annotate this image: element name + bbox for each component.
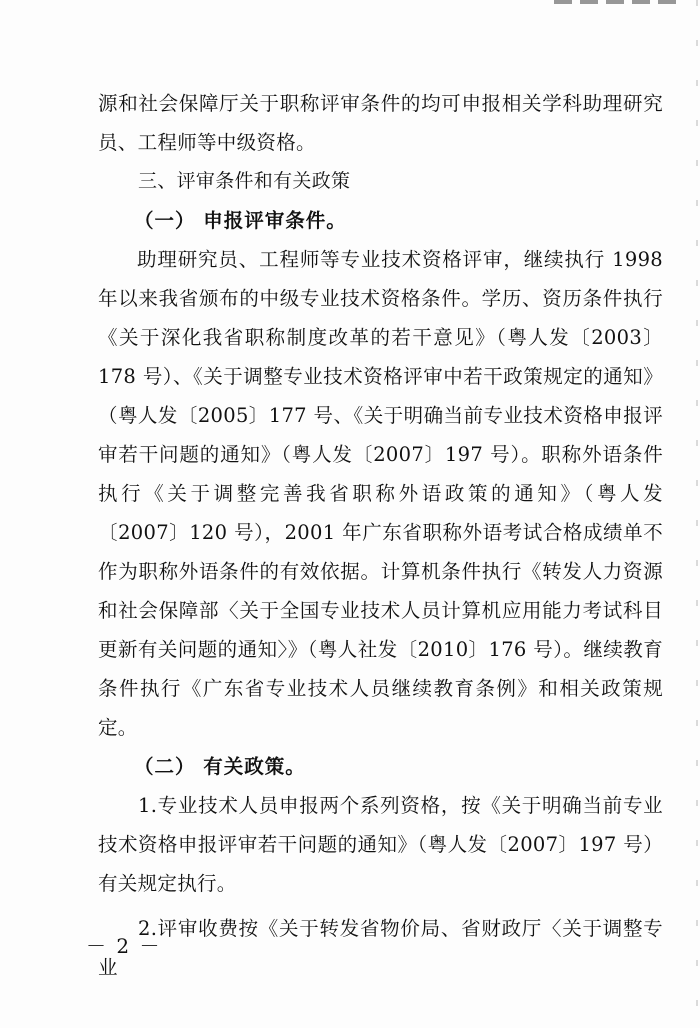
paragraph-policy-2: 2.评审收费按《关于转发省物价局、省财政厅〈关于调整专业: [98, 917, 663, 979]
paragraph-policy-1: 1.专业技术人员申报两个系列资格，按《关于明确当前专业技术资格申报评审若干问题的通知》（粤人发〔2007〕197 号）有关规定执行。: [98, 794, 663, 895]
page-number: － 2 －: [86, 934, 162, 958]
scan-artifact: [554, 0, 684, 4]
subsection-heading-1: （一） 申报评审条件。: [134, 209, 347, 232]
section-heading: 三、评审条件和有关政策: [138, 170, 351, 192]
scan-edge-artifact: [696, 0, 698, 1028]
subsection-heading-2: （二） 有关政策。: [134, 755, 306, 778]
document-body: [98, 84, 663, 987]
paragraph-conditions: 助理研究员、工程师等专业技术资格评审，继续执行 1998 年以来我省颁布的中级专业技术资格条件。学历、资历条件执行《关于深化我省职称制度改革的若干意见》（粤人发〔2003〕178 号）、《关于调整专业技术资格评审中若干政策规定的通知》（粤人发〔2005〕177 号、《关于明确当前专业技术资格申报评审若干问题的通知》（粤人发〔2007〕197 号）。职称外语条件执行《关于调整完善我省职称外语政策的通知》（粤人发〔2007〕120 号），2001 年广东省职称外语考试合格成绩单不作为职称外语条件的有效依据。计算机条件执行《转发人力资源和社会保障部〈关于全国专业技术人员计算机应用能力考试科目更新有关问题的通知〉》（粤人社发〔2010〕176 号）。继续教育条件执行《广东省专业技术人员继续教育条例》和相关政策规定。: [98, 248, 663, 739]
paragraph-continuation: 源和社会保障厅关于职称评审条件的均可申报相关学科助理研究员、工程师等中级资格。: [98, 92, 663, 154]
